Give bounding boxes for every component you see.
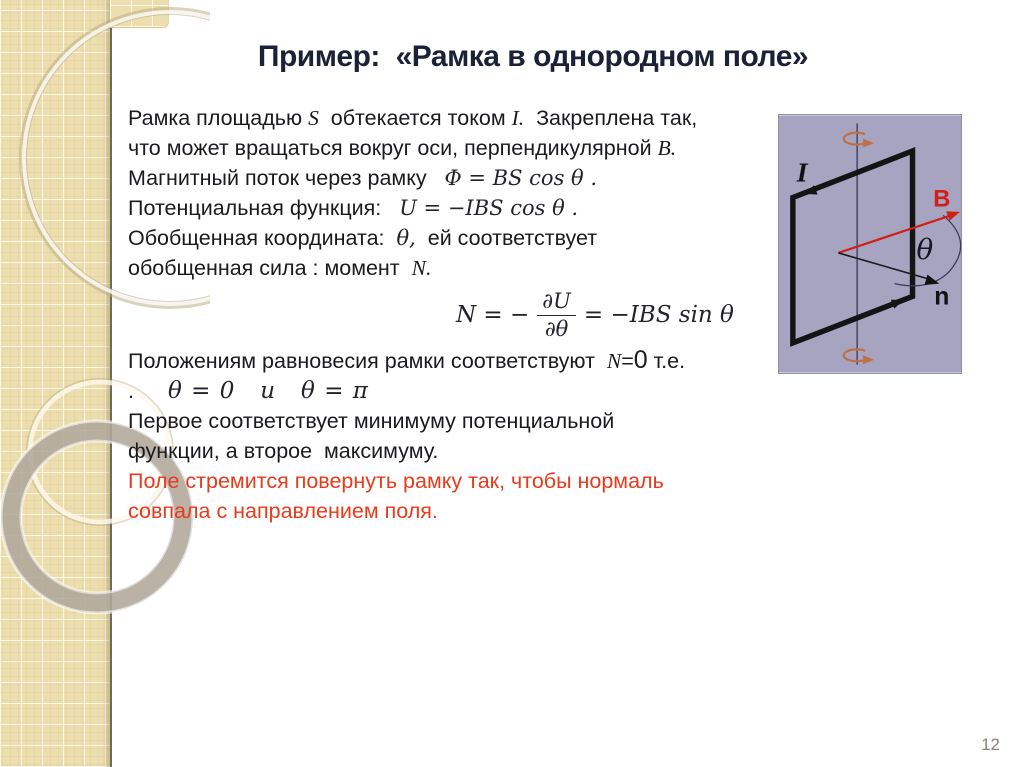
body-line-5 bbox=[128, 223, 788, 253]
text-segment: ей соответствует bbox=[415, 226, 598, 250]
body-line-9: Первое соответствует минимуму потенциальной bbox=[128, 409, 615, 433]
body-line-10: функции, а второе максимуму. bbox=[128, 439, 439, 463]
page-number: 12 bbox=[981, 735, 1000, 754]
text-segment: = bbox=[621, 349, 634, 373]
label-normal: n bbox=[934, 283, 950, 311]
formula-torque-right: = −IBS sin θ bbox=[583, 302, 734, 328]
text-segment: обобщенная сила : момент bbox=[128, 256, 412, 280]
formula-potential: U = −IBS cos θ . bbox=[399, 196, 579, 220]
math-var-N: N. bbox=[411, 256, 432, 280]
zero-value: 0 bbox=[633, 346, 648, 374]
math-var-N: N bbox=[606, 349, 622, 373]
formula-torque bbox=[456, 289, 788, 341]
formula-equilibrium-angles: θ = 0 и θ = π bbox=[167, 378, 369, 404]
text-segment: . bbox=[128, 379, 134, 403]
body-line-4 bbox=[128, 193, 788, 223]
label-field: B bbox=[933, 186, 951, 213]
text-segment: Потенциальная функция: bbox=[128, 196, 400, 220]
text-segment: Положениям равновесия рамки соответствуют bbox=[128, 349, 607, 373]
slide-body bbox=[128, 103, 788, 526]
math-var-B: B. bbox=[657, 136, 677, 160]
label-angle: θ bbox=[916, 232, 934, 266]
frame-in-field-diagram bbox=[778, 114, 962, 374]
body-line-1 bbox=[128, 103, 788, 133]
fraction bbox=[537, 289, 576, 340]
body-line-6 bbox=[128, 253, 788, 283]
diagram-background bbox=[779, 115, 961, 372]
body-line-8 bbox=[128, 376, 788, 406]
body-line-11-emphasis: Поле стремится повернуть рамку так, чтобы нормаль bbox=[128, 469, 664, 493]
label-current: I bbox=[796, 156, 808, 188]
text-segment: обтекается током bbox=[318, 106, 512, 130]
math-var-I: I. bbox=[511, 106, 525, 130]
sidebar-texture-top-extension bbox=[110, 0, 169, 28]
body-line-7 bbox=[128, 345, 788, 376]
text-segment: Обобщенная координата: bbox=[128, 226, 397, 250]
formula-flux: Φ = BS cos θ . bbox=[444, 166, 598, 190]
text-segment: т.е. bbox=[647, 349, 686, 373]
text-segment: Рамка площадью bbox=[128, 106, 309, 130]
formula-torque-left: N = − bbox=[456, 302, 530, 328]
math-var-theta: θ, bbox=[396, 226, 416, 250]
sidebar-texture-strip bbox=[0, 0, 112, 767]
math-var-S: S bbox=[308, 106, 319, 130]
text-segment: Закреплена так, bbox=[524, 106, 698, 130]
body-line-12-emphasis: совпала с направлением поля. bbox=[128, 499, 438, 523]
fraction-denominator: ∂θ bbox=[544, 316, 569, 341]
slide-title: Пример: «Рамка в однородном поле» bbox=[257, 40, 809, 73]
text-segment: Магнитный поток через рамку bbox=[128, 166, 445, 190]
body-line-3 bbox=[128, 163, 788, 193]
body-line-2 bbox=[128, 133, 788, 163]
fraction-numerator: ∂U bbox=[537, 289, 576, 315]
text-segment: что может вращаться вокруг оси, перпендикулярной bbox=[128, 136, 658, 160]
